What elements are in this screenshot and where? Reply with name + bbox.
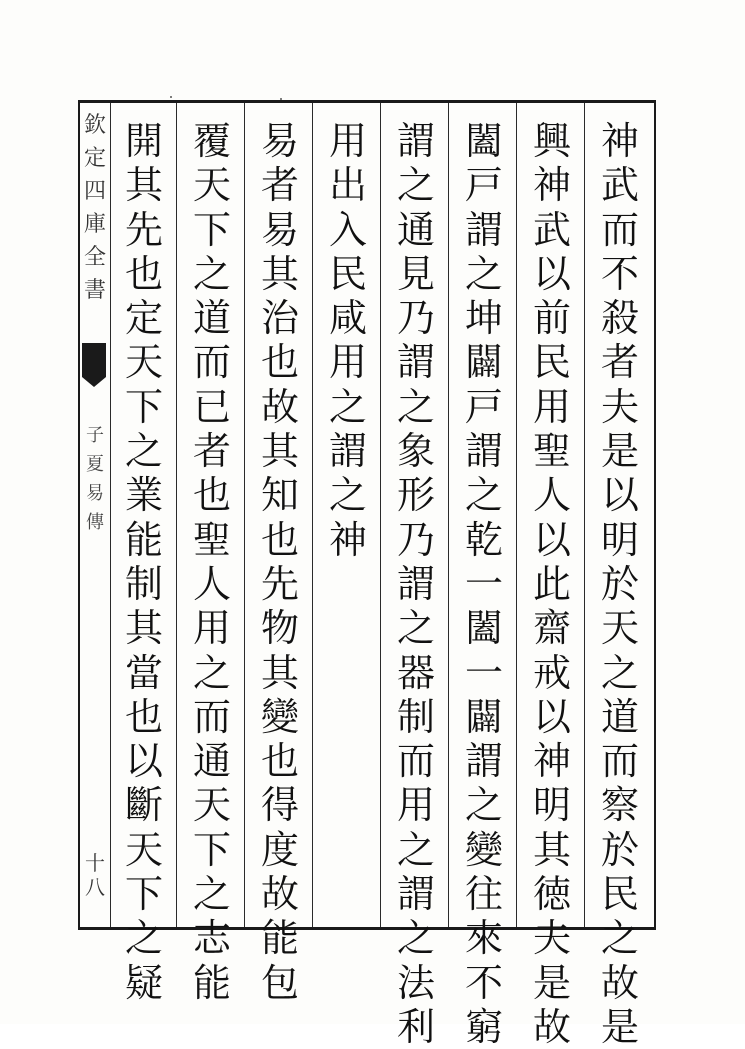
text-character: 興 bbox=[532, 119, 571, 163]
text-character: 而 bbox=[396, 739, 435, 784]
text-column-4 bbox=[388, 119, 444, 1049]
text-character: 也 bbox=[260, 517, 299, 562]
text-character: 闢 bbox=[464, 340, 503, 385]
text-character: 之 bbox=[124, 916, 163, 961]
text-character: 之 bbox=[396, 827, 435, 872]
text-character: 謂 bbox=[328, 429, 367, 474]
center-margin-strip bbox=[80, 103, 110, 927]
text-character: 見 bbox=[396, 251, 435, 296]
text-character: 器 bbox=[396, 650, 435, 695]
text-character: 明 bbox=[532, 783, 571, 828]
text-character: 謂 bbox=[464, 739, 503, 784]
text-character: 人 bbox=[192, 561, 231, 606]
text-character: 而 bbox=[600, 207, 639, 252]
text-character: 之 bbox=[192, 251, 231, 296]
column-rule bbox=[448, 103, 449, 927]
text-character: 坤 bbox=[464, 296, 503, 341]
text-character: 已 bbox=[192, 384, 231, 429]
text-character: 夫 bbox=[532, 916, 571, 961]
text-character: 以 bbox=[532, 694, 571, 739]
text-character: 神 bbox=[532, 163, 571, 208]
text-character: 其 bbox=[124, 163, 163, 208]
text-character: 以 bbox=[532, 517, 571, 562]
text-character: 之 bbox=[464, 251, 503, 296]
text-character: 出 bbox=[328, 163, 367, 208]
text-character: 疑 bbox=[124, 960, 163, 1005]
scan-speck bbox=[170, 96, 172, 98]
text-character: 謂 bbox=[464, 207, 503, 252]
text-character: 闔 bbox=[464, 119, 503, 163]
text-character: 之 bbox=[396, 163, 435, 208]
text-character: 以 bbox=[600, 473, 639, 518]
text-character: 當 bbox=[124, 650, 163, 695]
text-column-6 bbox=[252, 119, 308, 1005]
text-character: 用 bbox=[532, 384, 571, 429]
text-character: 之 bbox=[328, 384, 367, 429]
text-character: 下 bbox=[192, 827, 231, 872]
text-column-1 bbox=[592, 119, 648, 1049]
text-character: 入 bbox=[328, 207, 367, 252]
text-character: 斷 bbox=[124, 783, 163, 828]
column-rule bbox=[380, 103, 381, 927]
margin-book-name-character: 子 bbox=[86, 425, 104, 446]
text-character: 咸 bbox=[328, 296, 367, 341]
text-character: 也 bbox=[260, 340, 299, 385]
text-character: 者 bbox=[600, 340, 639, 385]
text-character: 通 bbox=[192, 739, 231, 784]
text-character: 下 bbox=[124, 384, 163, 429]
text-character: 故 bbox=[600, 960, 639, 1005]
text-character: 而 bbox=[192, 694, 231, 739]
text-character: 通 bbox=[396, 207, 435, 252]
text-character: 故 bbox=[260, 872, 299, 917]
text-character: 易 bbox=[260, 119, 299, 163]
text-character: 天 bbox=[124, 340, 163, 385]
text-character: 不 bbox=[600, 251, 639, 296]
text-character: 戸 bbox=[464, 384, 503, 429]
text-character: 此 bbox=[532, 561, 571, 606]
text-character: 謂 bbox=[464, 429, 503, 474]
text-character: 度 bbox=[260, 827, 299, 872]
text-character: 之 bbox=[192, 650, 231, 695]
column-rule bbox=[110, 103, 111, 927]
text-character: 察 bbox=[600, 783, 639, 828]
text-character: 人 bbox=[532, 473, 571, 518]
text-character: 來 bbox=[464, 916, 503, 961]
margin-title-character: 欽 bbox=[83, 113, 106, 138]
text-character: 之 bbox=[328, 473, 367, 518]
text-character: 之 bbox=[192, 872, 231, 917]
text-column-8 bbox=[116, 119, 172, 1005]
text-character: 民 bbox=[532, 340, 571, 385]
text-character: 神 bbox=[532, 739, 571, 784]
text-character: 齋 bbox=[532, 606, 571, 651]
text-character: 是 bbox=[532, 960, 571, 1005]
text-character: 謂 bbox=[396, 561, 435, 606]
text-character: 其 bbox=[260, 650, 299, 695]
text-character: 聖 bbox=[532, 429, 571, 474]
text-character: 戒 bbox=[532, 650, 571, 695]
text-column-3 bbox=[456, 119, 512, 1049]
text-character: 之 bbox=[464, 473, 503, 518]
margin-title-character: 書 bbox=[83, 278, 106, 303]
text-character: 以 bbox=[124, 739, 163, 784]
text-character: 用 bbox=[192, 606, 231, 651]
text-character: 也 bbox=[260, 739, 299, 784]
text-character: 其 bbox=[260, 429, 299, 474]
text-character: 利 bbox=[396, 1004, 435, 1049]
margin-page-number bbox=[84, 851, 106, 899]
text-character: 下 bbox=[192, 207, 231, 252]
text-character: 者 bbox=[260, 163, 299, 208]
text-character: 明 bbox=[600, 517, 639, 562]
margin-book-name-character: 傳 bbox=[86, 512, 104, 533]
text-character: 者 bbox=[192, 429, 231, 474]
text-character: 窮 bbox=[464, 1004, 503, 1049]
text-character: 之 bbox=[124, 429, 163, 474]
margin-title-character: 庫 bbox=[83, 212, 106, 237]
text-character: 殺 bbox=[600, 296, 639, 341]
text-character: 往 bbox=[464, 872, 503, 917]
margin-page-number-character: 八 bbox=[85, 875, 105, 899]
margin-title-character: 四 bbox=[83, 179, 106, 204]
text-character: 故 bbox=[260, 384, 299, 429]
text-character: 神 bbox=[600, 119, 639, 163]
text-character: 其 bbox=[260, 251, 299, 296]
text-character: 徳 bbox=[532, 872, 571, 917]
text-character: 能 bbox=[192, 960, 231, 1005]
text-character: 謂 bbox=[396, 872, 435, 917]
text-character: 也 bbox=[124, 251, 163, 296]
text-character: 天 bbox=[600, 606, 639, 651]
text-character: 一 bbox=[464, 650, 503, 695]
margin-book-name bbox=[84, 421, 106, 537]
text-character: 道 bbox=[192, 296, 231, 341]
text-character: 於 bbox=[600, 827, 639, 872]
text-character: 用 bbox=[328, 340, 367, 385]
text-character: 包 bbox=[260, 960, 299, 1005]
text-character: 之 bbox=[600, 916, 639, 961]
text-character: 先 bbox=[124, 207, 163, 252]
text-character: 覆 bbox=[192, 119, 231, 163]
text-character: 前 bbox=[532, 296, 571, 341]
text-character: 道 bbox=[600, 694, 639, 739]
text-character: 聖 bbox=[192, 517, 231, 562]
text-column-7 bbox=[184, 119, 240, 1005]
text-character: 治 bbox=[260, 296, 299, 341]
text-character: 物 bbox=[260, 606, 299, 651]
text-character: 形 bbox=[396, 473, 435, 518]
text-character: 之 bbox=[396, 384, 435, 429]
text-character: 以 bbox=[532, 251, 571, 296]
text-character: 而 bbox=[600, 739, 639, 784]
text-character: 先 bbox=[260, 561, 299, 606]
text-character: 闢 bbox=[464, 694, 503, 739]
text-character: 天 bbox=[192, 783, 231, 828]
text-character: 夫 bbox=[600, 384, 639, 429]
text-character: 於 bbox=[600, 561, 639, 606]
margin-book-name-character: 易 bbox=[86, 483, 104, 504]
text-character: 之 bbox=[396, 606, 435, 651]
text-character: 是 bbox=[600, 1004, 639, 1049]
text-character: 神 bbox=[328, 517, 367, 562]
text-character: 武 bbox=[600, 163, 639, 208]
column-rule bbox=[176, 103, 177, 927]
text-character: 變 bbox=[464, 827, 503, 872]
text-character: 謂 bbox=[396, 119, 435, 163]
text-character: 法 bbox=[396, 960, 435, 1005]
text-character: 闔 bbox=[464, 606, 503, 651]
text-character: 變 bbox=[260, 694, 299, 739]
margin-book-name-character: 夏 bbox=[86, 454, 104, 475]
text-character: 能 bbox=[124, 517, 163, 562]
text-character: 得 bbox=[260, 783, 299, 828]
text-character: 天 bbox=[124, 827, 163, 872]
text-character: 易 bbox=[260, 207, 299, 252]
text-character: 是 bbox=[600, 429, 639, 474]
text-character: 之 bbox=[396, 916, 435, 961]
text-character: 制 bbox=[124, 561, 163, 606]
text-character: 一 bbox=[464, 561, 503, 606]
margin-title bbox=[82, 109, 108, 307]
text-character: 其 bbox=[124, 606, 163, 651]
text-character: 能 bbox=[260, 916, 299, 961]
text-character: 用 bbox=[396, 783, 435, 828]
column-rule bbox=[584, 103, 585, 927]
text-character: 乃 bbox=[396, 296, 435, 341]
margin-page-number-character: 十 bbox=[85, 851, 105, 875]
text-character: 知 bbox=[260, 473, 299, 518]
text-character: 定 bbox=[124, 296, 163, 341]
text-column-5 bbox=[320, 119, 376, 562]
text-character: 象 bbox=[396, 429, 435, 474]
column-rule bbox=[312, 103, 313, 927]
text-character: 制 bbox=[396, 694, 435, 739]
text-character: 戸 bbox=[464, 163, 503, 208]
text-character: 乃 bbox=[396, 517, 435, 562]
text-character: 開 bbox=[124, 119, 163, 163]
text-character: 而 bbox=[192, 340, 231, 385]
text-character: 之 bbox=[600, 650, 639, 695]
text-character: 之 bbox=[464, 783, 503, 828]
text-column-2 bbox=[524, 119, 580, 1049]
text-character: 業 bbox=[124, 473, 163, 518]
text-character: 用 bbox=[328, 119, 367, 163]
fishtail-mark bbox=[82, 343, 106, 377]
text-character: 謂 bbox=[396, 340, 435, 385]
text-character: 乾 bbox=[464, 517, 503, 562]
text-character: 故 bbox=[532, 1004, 571, 1049]
margin-title-character: 全 bbox=[83, 245, 106, 270]
text-character: 其 bbox=[532, 827, 571, 872]
text-character: 武 bbox=[532, 207, 571, 252]
text-character: 也 bbox=[192, 473, 231, 518]
column-rule bbox=[244, 103, 245, 927]
text-character: 志 bbox=[192, 916, 231, 961]
column-rule bbox=[516, 103, 517, 927]
text-character: 也 bbox=[124, 694, 163, 739]
text-character: 民 bbox=[600, 872, 639, 917]
margin-title-character: 定 bbox=[83, 146, 106, 171]
text-frame bbox=[78, 100, 656, 1049]
text-character: 民 bbox=[328, 251, 367, 296]
text-character: 下 bbox=[124, 872, 163, 917]
text-character: 不 bbox=[464, 960, 503, 1005]
text-character: 天 bbox=[192, 163, 231, 208]
